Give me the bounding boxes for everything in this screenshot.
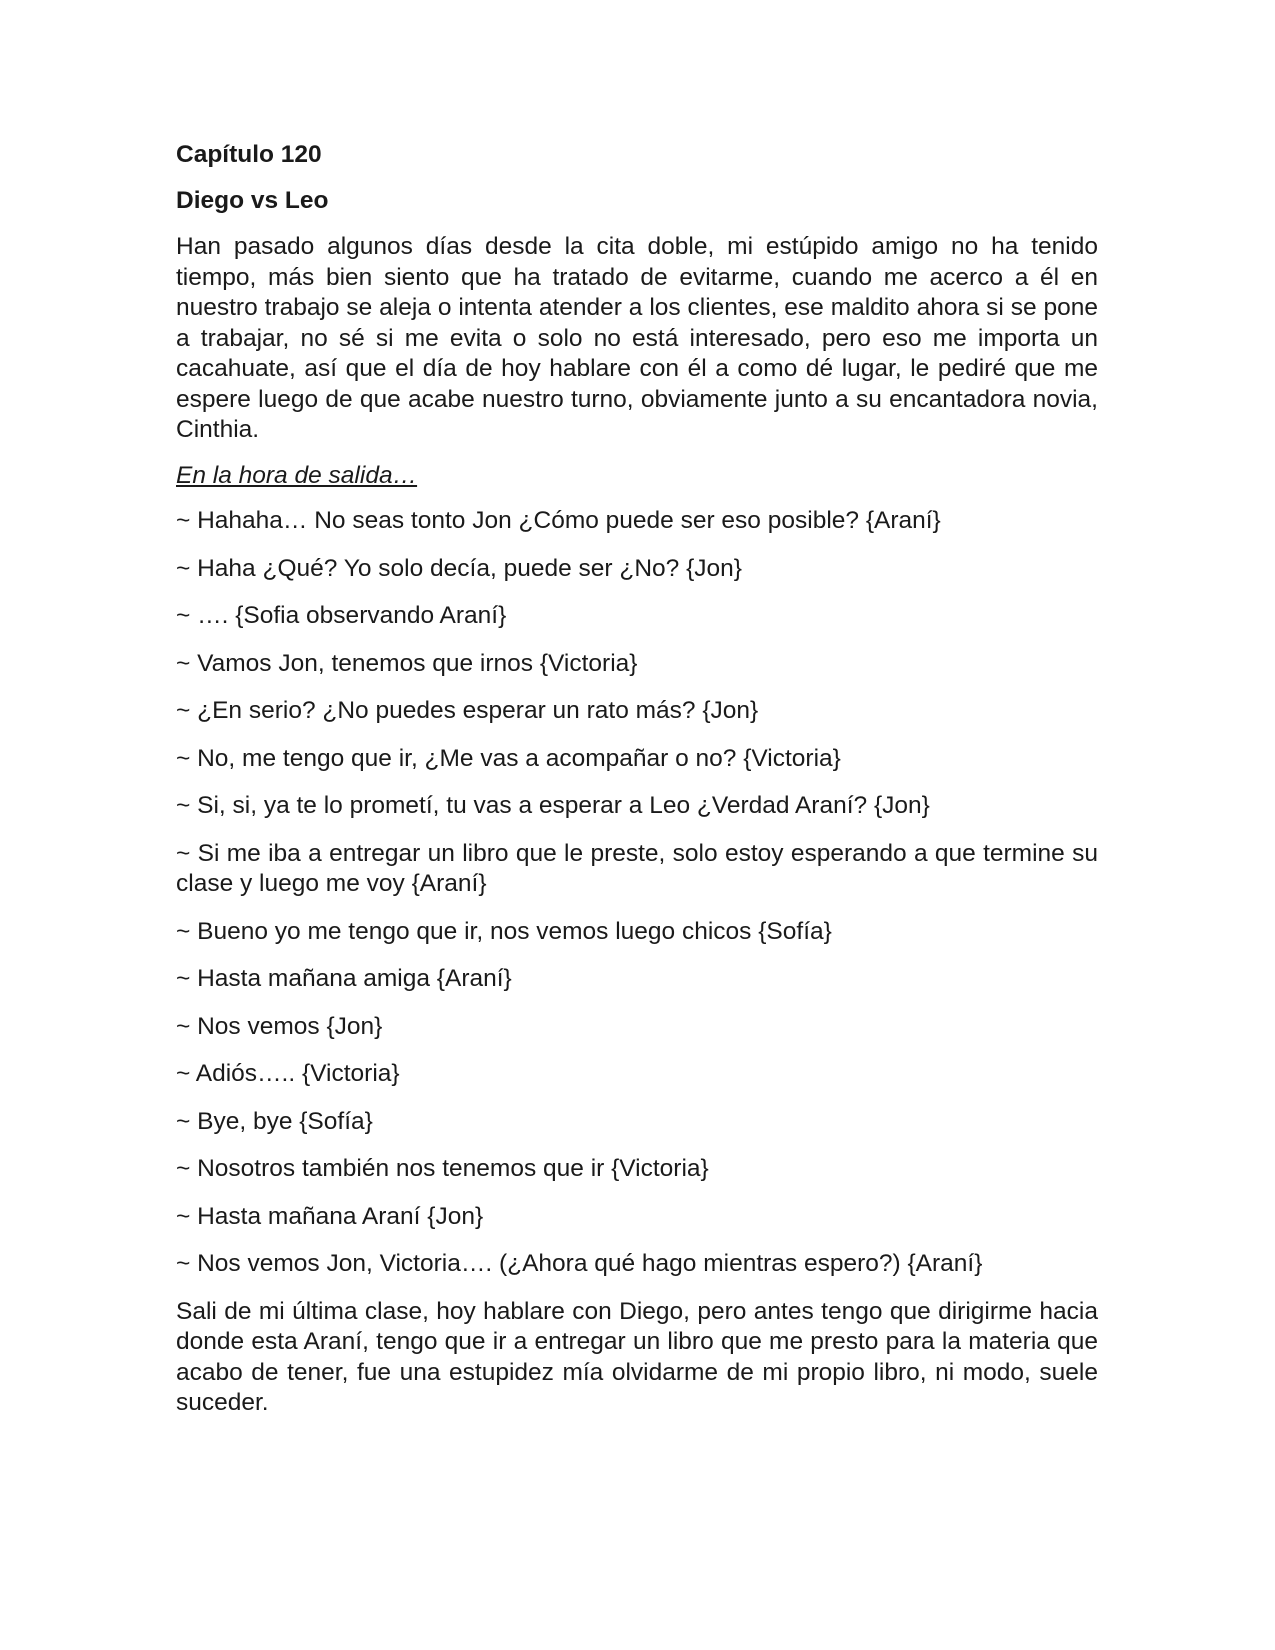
dialogue-line: ~ Nosotros también nos tenemos que ir {Victoria}: [176, 1155, 709, 1182]
scene-marker: En la hora de salida…: [176, 461, 418, 489]
dialogue-line: ~ Nos vemos Jon, Victoria…. (¿Ahora qué hago mientras espero?) {Araní}: [176, 1250, 983, 1277]
dialogue-list: [176, 506, 1098, 1280]
dialogue-line: ~ No, me tengo que ir, ¿Me vas a acompañar o no? {Victoria}: [176, 744, 841, 772]
dialogue-line: ~ Si, si, ya te lo prometí, tu vas a esperar a Leo ¿Verdad Araní? {Jon}: [176, 792, 930, 819]
dialogue-line: ~ …. {Sofia observando Araní}: [176, 602, 507, 629]
dialogue-line: ~ Haha ¿Qué? Yo solo decía, puede ser ¿No? {Jon}: [176, 554, 742, 582]
dialogue-line: ~ Hasta mañana Araní {Jon}: [176, 1202, 484, 1230]
chapter-title: Diego vs Leo: [176, 187, 329, 214]
dialogue-line: ~ Adiós….. {Victoria}: [176, 1060, 400, 1087]
dialogue-line: ~ Hasta mañana amiga {Araní}: [176, 965, 512, 992]
intro-paragraph: Han pasado algunos días desde la cita doble, mi estúpido amigo no ha tenido tiempo, más bien siento que ha tratado de evitarme, cuando me acerco a él en nuestro trabajo se aleja o intenta atender a los clientes, ese maldito ahora si se pone a trabajar, no sé si me evita o solo no está interesado, pero eso me importa un cacahuate, así que el día de hoy hablare con él a como dé lugar, le pediré que me espere luego de que acabe nuestro turno, obviamente junto a su encantadora novia, Cinthia.: [176, 233, 1098, 443]
dialogue-line: ~ ¿En serio? ¿No puedes esperar un rato más? {Jon}: [176, 697, 759, 724]
dialogue-line: ~ Si me iba a entregar un libro que le preste, solo estoy esperando a que termine su clase y luego me voy {Araní}: [176, 839, 1098, 897]
document-page: [176, 140, 1098, 1419]
dialogue-line: ~ Bye, bye {Sofía}: [176, 1107, 373, 1135]
chapter-number: Capítulo 120: [176, 141, 322, 168]
dialogue-line: ~ Vamos Jon, tenemos que irnos {Victoria}: [176, 649, 638, 677]
dialogue-line: ~ Bueno yo me tengo que ir, nos vemos luego chicos {Sofía}: [176, 917, 832, 945]
closing-paragraph: Sali de mi última clase, hoy hablare con Diego, pero antes tengo que dirigirme hacia donde esta Araní, tengo que ir a entregar un libro que me presto para la materia que acabo de tener, fue una estupidez mía olvidarme de mi propio libro, ni modo, suele suceder.: [176, 1297, 1098, 1416]
dialogue-line: ~ Hahaha… No seas tonto Jon ¿Cómo puede ser eso posible? {Araní}: [176, 507, 941, 534]
dialogue-line: ~ Nos vemos {Jon}: [176, 1012, 383, 1040]
